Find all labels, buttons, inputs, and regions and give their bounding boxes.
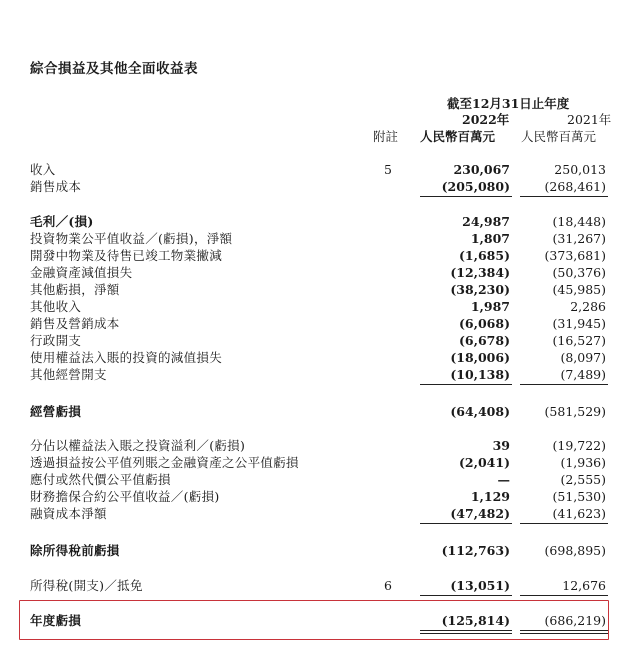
value-2022: 39 (492, 438, 510, 453)
row-label: 年度虧損 (30, 613, 82, 628)
value-2021: 2,286 (570, 299, 606, 314)
value-2021: (41,623) (552, 506, 606, 521)
row-note: 5 (384, 162, 392, 177)
value-2022: (6,678) (459, 333, 510, 348)
value-2022: (112,763) (441, 543, 510, 558)
value-2022: 1,807 (470, 231, 510, 246)
row-selling-marketing (0, 315, 634, 332)
value-2022: (18,006) (450, 350, 510, 365)
value-2022: 1,987 (470, 299, 510, 314)
row-label: 其他虧損，淨額 (30, 282, 120, 297)
value-2022: (2,041) (459, 455, 510, 470)
value-2021: (16,527) (552, 333, 606, 348)
subtotal-rule-2022 (420, 595, 512, 596)
value-2021: (268,461) (544, 179, 606, 194)
value-2022: (38,230) (450, 282, 510, 297)
value-2021: (2,555) (560, 472, 606, 487)
row-other-losses (0, 281, 634, 298)
row-label: 銷售成本 (30, 179, 82, 194)
value-2021: (31,267) (552, 231, 606, 246)
row-financial-asset-impairment (0, 264, 634, 281)
value-2022: (6,068) (459, 316, 510, 331)
row-label: 開發中物業及待售已竣工物業撇減 (30, 248, 223, 263)
value-2021: (18,448) (552, 214, 606, 229)
row-cost-of-sales (0, 178, 634, 195)
value-2021: (698,895) (544, 543, 606, 558)
row-label: 財務擔保合約公平值收益／(虧損) (30, 489, 220, 504)
value-2022: — (497, 472, 510, 487)
row-other-income (0, 298, 634, 315)
row-label: 經營虧損 (30, 404, 82, 419)
value-2022: (47,482) (450, 506, 510, 521)
value-2021: 12,676 (562, 578, 606, 593)
value-2021: (51,530) (552, 489, 606, 504)
value-2022: (1,685) (459, 248, 510, 263)
row-label: 融資成本淨額 (30, 506, 107, 521)
row-label: 除所得稅前虧損 (30, 543, 120, 558)
row-label: 其他經營開支 (30, 367, 107, 382)
row-label: 毛利／(損) (30, 214, 94, 229)
unit-2021-header: 人民幣百萬元 (521, 129, 597, 144)
year-2022-header: 2022年 (462, 112, 510, 127)
note-column-header: 附註 (373, 129, 399, 144)
subtotal-rule-2021 (520, 523, 608, 524)
row-label: 收入 (30, 162, 56, 177)
row-gross-profit (0, 213, 634, 230)
value-2021: (373,681) (544, 248, 606, 263)
row-note: 6 (384, 578, 392, 593)
value-2021: (31,945) (552, 316, 606, 331)
row-label: 銷售及營銷成本 (30, 316, 120, 331)
row-net-finance-costs (0, 505, 634, 522)
value-2021: (45,985) (552, 282, 606, 297)
subtotal-rule-2022 (420, 384, 512, 385)
value-2022: (64,408) (450, 404, 510, 419)
total-double-rule-2022 (420, 630, 512, 631)
subtotal-rule-2021 (520, 595, 608, 596)
value-2022: 1,129 (470, 489, 510, 504)
value-2021: (1,936) (560, 455, 606, 470)
row-label: 行政開支 (30, 333, 82, 348)
value-2022: (13,051) (450, 578, 510, 593)
row-other-operating-expenses (0, 366, 634, 383)
subtotal-rule-2021 (520, 384, 608, 385)
total-double-rule-2021 (520, 630, 608, 631)
value-2021: (686,219) (544, 613, 606, 628)
subtotal-rule-2022 (420, 523, 512, 524)
value-2022: (10,138) (450, 367, 510, 382)
period-header: 截至12月31日止年度 (447, 96, 570, 111)
row-contingent-consideration (0, 471, 634, 488)
value-2022: (205,080) (441, 179, 510, 194)
row-fvtpl-loss (0, 454, 634, 471)
value-2022: 230,067 (453, 162, 510, 177)
row-label: 分佔以權益法入賬之投資溢利／(虧損) (30, 438, 246, 453)
row-share-of-equity-profit (0, 437, 634, 454)
value-2022: (12,384) (450, 265, 510, 280)
value-2021: (8,097) (560, 350, 606, 365)
row-label: 所得稅(開支)／抵免 (30, 578, 143, 593)
row-financial-guarantee (0, 488, 634, 505)
row-investment-property-fv (0, 230, 634, 247)
unit-2022-header: 人民幣百萬元 (420, 129, 496, 144)
total-double-rule-2022 (420, 633, 512, 634)
row-revenue (0, 161, 634, 178)
value-2021: (581,529) (544, 404, 606, 419)
row-operating-loss (0, 403, 634, 420)
value-2022: (125,814) (441, 613, 510, 628)
subtotal-rule-2021 (520, 196, 608, 197)
statement-title: 綜合損益及其他全面收益表 (30, 61, 198, 77)
row-loss-before-tax (0, 542, 634, 559)
value-2021: (7,489) (560, 367, 606, 382)
row-property-writedown (0, 247, 634, 264)
value-2021: (19,722) (552, 438, 606, 453)
value-2021: 250,013 (554, 162, 606, 177)
row-equity-investment-impairment (0, 349, 634, 366)
row-admin-expenses (0, 332, 634, 349)
row-income-tax (0, 577, 634, 594)
row-label: 其他收入 (30, 299, 82, 314)
row-label: 透過損益按公平值列賬之金融資產之公平值虧損 (30, 455, 299, 470)
row-label: 使用權益法入賬的投資的減值損失 (30, 350, 223, 365)
row-label: 投資物業公平值收益／(虧損)，淨額 (30, 231, 233, 246)
value-2021: (50,376) (552, 265, 606, 280)
row-label: 金融資產減值損失 (30, 265, 133, 280)
subtotal-rule-2022 (420, 196, 512, 197)
row-label: 應付或然代價公平值虧損 (30, 472, 171, 487)
total-double-rule-2021 (520, 633, 608, 634)
row-loss-for-year (0, 612, 634, 629)
value-2022: 24,987 (462, 214, 510, 229)
year-2021-header: 2021年 (567, 112, 612, 127)
